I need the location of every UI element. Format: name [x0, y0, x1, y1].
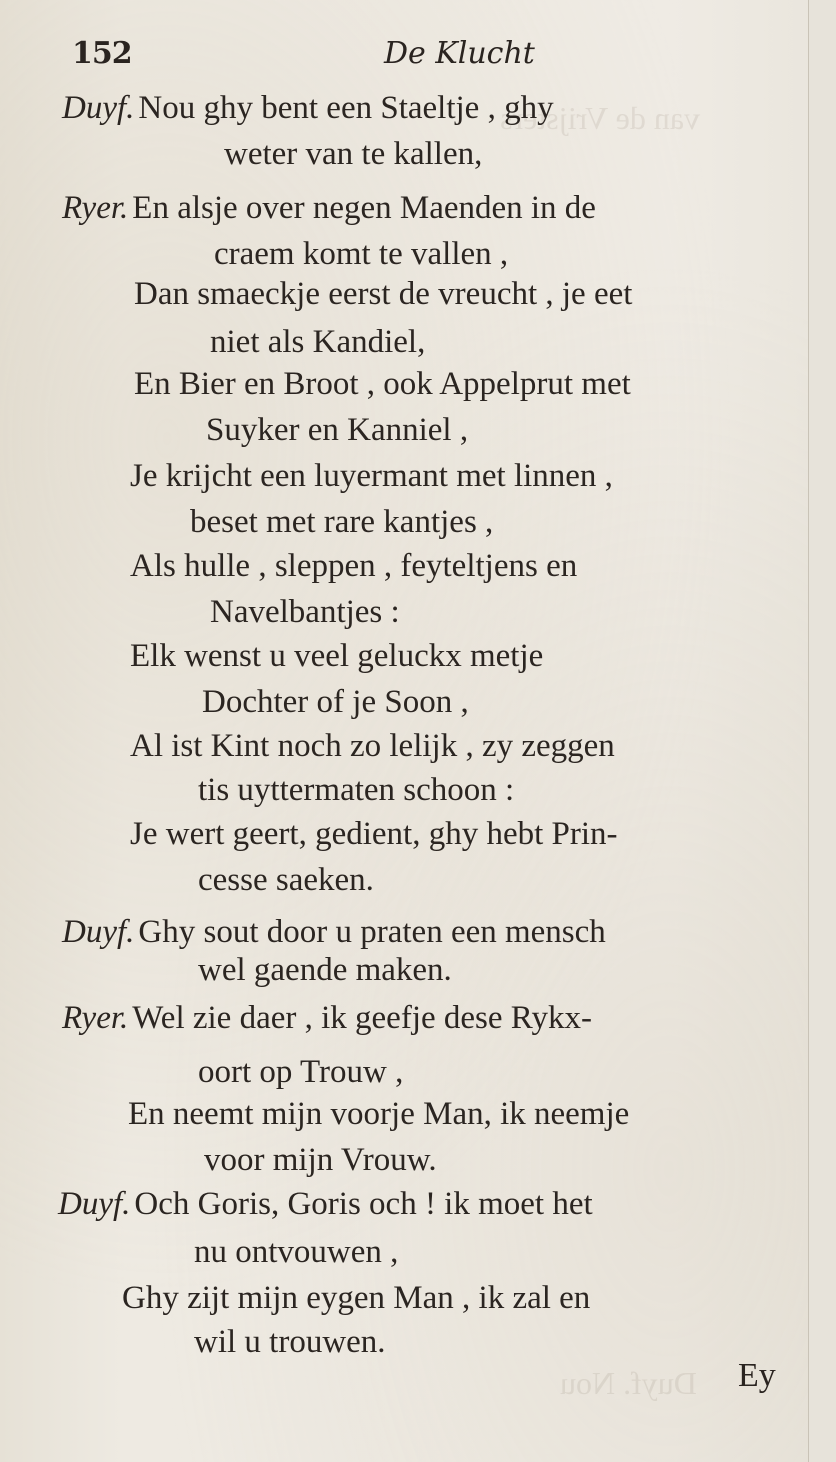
verse-line: Ryer. Wel zie daer , ik geefje dese Rykx- — [62, 1000, 592, 1036]
verse-line: Je wert geert, gedient, ghy hebt Prin- — [130, 816, 618, 852]
show-through-text: Duyf. Nou — [560, 1365, 697, 1401]
verse-line: Je krijcht een luyermant met linnen , — [130, 458, 613, 494]
page-header — [0, 30, 836, 80]
verse-line: Duyf. Och Goris, Goris och ! ik moet het — [58, 1186, 593, 1222]
verse-line: Dan smaeckje eerst de vreucht , je eet — [134, 276, 633, 312]
speaker-label: Duyf. — [62, 90, 135, 126]
verse-line: Ghy zijt mijn eygen Man , ik zal en — [122, 1280, 591, 1316]
verse-line: oort op Trouw , — [198, 1054, 404, 1090]
speaker-label: Ryer. — [62, 1000, 129, 1036]
verse-line: wel gaende maken. — [198, 952, 452, 988]
verse-line: En Bier en Broot , ook Appelprut met — [134, 366, 631, 402]
verse-line: En neemt mijn voorje Man, ik neemje — [128, 1096, 630, 1132]
speaker-label: Duyf. — [62, 914, 135, 950]
verse-line: craem komt te vallen , — [214, 236, 509, 272]
verse-line: Ryer. En alsje over negen Maenden in de — [62, 190, 596, 226]
verse-line: Dochter of je Soon , — [202, 684, 469, 720]
speaker-label: Duyf. — [58, 1186, 131, 1222]
page-edge — [808, 0, 836, 1462]
catchword: Ey — [738, 1357, 776, 1394]
verse-line: Als hulle , sleppen , feyteltjens en — [130, 548, 578, 584]
verse-line: beset met rare kantjes , — [190, 504, 494, 540]
verse-line: wil u trouwen. — [194, 1324, 386, 1360]
verse-line: Elk wenst u veel geluckx metje — [130, 638, 544, 674]
verse-line: Duyf. Nou ghy bent een Staeltje , ghy — [62, 90, 554, 126]
running-title: De Klucht — [384, 36, 535, 71]
verse-line: weter van te kallen, — [224, 136, 483, 172]
verse-line: nu ontvouwen , — [194, 1234, 399, 1270]
speaker-label: Ryer. — [62, 190, 129, 226]
page-number: 152 — [72, 36, 132, 71]
verse-line: voor mijn Vrouw. — [204, 1142, 437, 1178]
verse-line: Navelbantjes : — [210, 594, 400, 630]
verse-line: niet als Kandiel, — [210, 324, 426, 360]
verse-line: cesse saeken. — [198, 862, 374, 898]
show-through-text: van de Vrijsters — [500, 100, 701, 136]
verse-line: tis uyttermaten schoon : — [198, 772, 515, 808]
verse-line: Suyker en Kanniel , — [206, 412, 469, 448]
verse-line: Duyf. Ghy sout door u praten een mensch — [62, 914, 606, 950]
verse-line: Al ist Kint noch zo lelijk , zy zeggen — [130, 728, 615, 764]
